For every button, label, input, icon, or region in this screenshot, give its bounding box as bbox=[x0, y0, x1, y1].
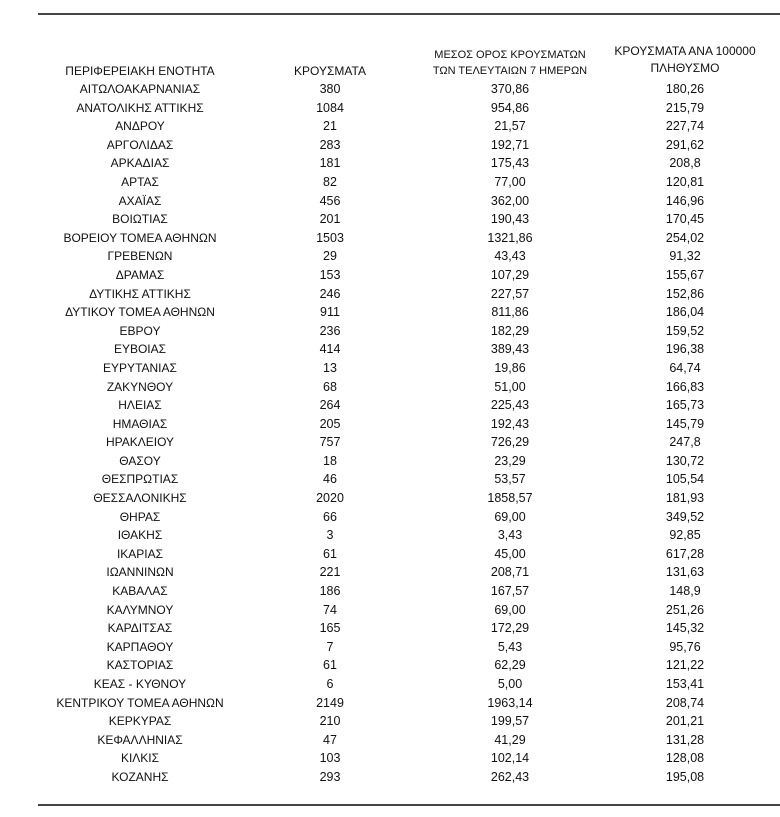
table-row bbox=[0, 80, 780, 99]
per-100k-cell: 131,28 bbox=[665, 732, 705, 747]
table-row bbox=[0, 638, 780, 657]
per-100k-cell: 186,04 bbox=[665, 305, 705, 320]
header-cases-per-100k bbox=[590, 43, 780, 77]
per-100k-cell: 105,54 bbox=[665, 472, 705, 487]
cases-cell: 18 bbox=[323, 453, 337, 468]
region-cell: ΘΗΡΑΣ bbox=[119, 509, 161, 524]
avg-cell: 5,00 bbox=[497, 677, 523, 691]
avg-cell: 262,43 bbox=[490, 769, 530, 784]
table-row bbox=[0, 117, 780, 136]
cases-cell: 2149 bbox=[316, 695, 344, 710]
cases-cell: 911 bbox=[320, 305, 340, 320]
per-100k-cell: 180,26 bbox=[665, 82, 705, 96]
cases-cell: 186 bbox=[319, 584, 341, 599]
avg-cell: 19,86 bbox=[494, 360, 526, 375]
table-row bbox=[0, 192, 780, 211]
avg-cell: 172,29 bbox=[490, 621, 530, 636]
per-100k-cell: 145,79 bbox=[665, 416, 705, 431]
cases-cell: 165 bbox=[319, 621, 341, 636]
cases-cell: 181 bbox=[319, 156, 341, 171]
cases-cell: 61 bbox=[323, 658, 337, 673]
region-cell: ΑΧΑΪΑΣ bbox=[118, 193, 162, 208]
cases-cell: 264 bbox=[319, 398, 341, 413]
table-row bbox=[0, 396, 780, 415]
region-cell: ΕΒΡΟΥ bbox=[119, 323, 161, 338]
avg-cell: 43,43 bbox=[494, 249, 526, 264]
cases-cell: 456 bbox=[319, 193, 341, 208]
per-100k-cell: 159,52 bbox=[665, 323, 705, 338]
avg-cell: 370,86 bbox=[490, 82, 530, 96]
cases-cell: 103 bbox=[319, 751, 341, 766]
cases-cell: 6 bbox=[326, 677, 334, 691]
cases-cell: 201 bbox=[319, 212, 341, 227]
avg-cell: 62,29 bbox=[494, 658, 526, 673]
region-cell: ΚΑΛΥΜΝΟΥ bbox=[106, 602, 174, 617]
cases-cell: 246 bbox=[319, 286, 341, 301]
table-row bbox=[0, 601, 780, 620]
per-100k-cell: 145,32 bbox=[665, 621, 705, 636]
table-row bbox=[0, 694, 780, 713]
region-cell: ΓΡΕΒΕΝΩΝ bbox=[107, 249, 173, 264]
per-100k-cell: 95,76 bbox=[669, 639, 701, 654]
region-cell: ΚΕΑΣ - ΚΥΘΝΟΥ bbox=[93, 677, 187, 691]
cases-cell: 205 bbox=[319, 416, 341, 431]
per-100k-cell: 247,8 bbox=[669, 435, 701, 450]
avg-cell: 1321,86 bbox=[487, 230, 533, 245]
table-row bbox=[0, 229, 780, 248]
per-100k-cell: 349,52 bbox=[665, 509, 705, 524]
table-row bbox=[0, 415, 780, 434]
cases-cell: 7 bbox=[326, 639, 334, 654]
per-100k-cell: 291,62 bbox=[665, 137, 705, 152]
region-cell: ΚΕΦΑΛΛΗΝΙΑΣ bbox=[97, 732, 183, 747]
region-cell: ΔΥΤΙΚΟΥ ΤΟΜΕΑ ΑΘΗΝΩΝ bbox=[65, 305, 215, 320]
per-100k-cell: 227,74 bbox=[665, 119, 705, 134]
avg-cell: 362,00 bbox=[490, 193, 530, 208]
table-row bbox=[0, 675, 780, 694]
region-cell: ΙΚΑΡΙΑΣ bbox=[116, 546, 164, 561]
region-cell: ΕΥΒΟΙΑΣ bbox=[113, 342, 167, 357]
table-row bbox=[0, 489, 780, 508]
cases-cell: 1503 bbox=[316, 230, 344, 245]
per-100k-cell: 165,73 bbox=[665, 398, 705, 413]
per-100k-cell: 130,72 bbox=[665, 453, 705, 468]
cases-cell: 283 bbox=[319, 137, 341, 152]
table-row bbox=[0, 378, 780, 397]
table-row bbox=[0, 526, 780, 545]
table-row bbox=[0, 210, 780, 229]
cases-cell: 2020 bbox=[316, 491, 344, 506]
region-cell: ΑΝΑΤΟΛΙΚΗΣ ΑΤΤΙΚΗΣ bbox=[76, 100, 204, 115]
per-100k-cell: 195,08 bbox=[665, 769, 705, 784]
cases-cell: 236 bbox=[319, 323, 341, 338]
table-row bbox=[0, 452, 780, 471]
avg-cell: 192,71 bbox=[490, 137, 530, 152]
cases-cell: 61 bbox=[323, 546, 337, 561]
per-100k-cell: 201,21 bbox=[665, 714, 705, 729]
avg-cell: 954,86 bbox=[490, 100, 530, 115]
region-cell: ΑΙΤΩΛΟΑΚΑΡΝΑΝΙΑΣ bbox=[79, 82, 201, 96]
per-100k-cell: 91,32 bbox=[669, 249, 701, 264]
region-cell: ΘΕΣΣΑΛΟΝΙΚΗΣ bbox=[93, 491, 187, 506]
table-row bbox=[0, 99, 780, 118]
avg-cell: 192,43 bbox=[490, 416, 530, 431]
per-100k-cell: 254,02 bbox=[665, 230, 705, 245]
avg-cell: 23,29 bbox=[494, 453, 526, 468]
avg-cell: 190,43 bbox=[490, 212, 530, 227]
region-cell: ΗΡΑΚΛΕΙΟΥ bbox=[105, 435, 175, 450]
per-100k-cell: 148,9 bbox=[669, 584, 701, 599]
table-row bbox=[0, 470, 780, 489]
per-100k-cell: 170,45 bbox=[665, 212, 705, 227]
table-row bbox=[0, 285, 780, 304]
header-cases-per-100k-line1: ΚΡΟΥΣΜΑΤΑ ΑΝΑ 100000 bbox=[614, 44, 756, 58]
region-cell: ΘΕΣΠΡΩΤΙΑΣ bbox=[101, 472, 179, 487]
table-header bbox=[0, 40, 780, 80]
per-100k-cell: 92,85 bbox=[669, 528, 701, 543]
avg-cell: 69,00 bbox=[494, 602, 526, 617]
region-cell: ΔΡΑΜΑΣ bbox=[115, 267, 165, 282]
cases-cell: 221 bbox=[319, 565, 341, 580]
region-cell: ΚΕΡΚΥΡΑΣ bbox=[108, 714, 172, 729]
cases-cell: 21 bbox=[323, 119, 337, 134]
per-100k-cell: 251,26 bbox=[665, 602, 705, 617]
avg-cell: 208,71 bbox=[490, 565, 530, 580]
cases-cell: 47 bbox=[323, 732, 337, 747]
table-row bbox=[0, 136, 780, 155]
header-cases: ΚΡΟΥΣΜΑΤΑ bbox=[294, 64, 366, 78]
cases-cell: 414 bbox=[319, 342, 341, 357]
avg-cell: 102,14 bbox=[490, 751, 530, 766]
region-cell: ΚΙΛΚΙΣ bbox=[120, 751, 160, 766]
region-cell: ΒΟΡΕΙΟΥ ΤΟΜΕΑ ΑΘΗΝΩΝ bbox=[63, 230, 217, 245]
per-100k-cell: 153,41 bbox=[665, 677, 705, 691]
cases-cell: 3 bbox=[326, 528, 334, 543]
region-cell: ΙΘΑΚΗΣ bbox=[117, 528, 163, 543]
table-top-rule bbox=[38, 13, 780, 15]
table-row bbox=[0, 656, 780, 675]
table-row bbox=[0, 173, 780, 192]
per-100k-cell: 64,74 bbox=[669, 360, 701, 375]
avg-cell: 1963,14 bbox=[487, 695, 533, 710]
per-100k-cell: 196,38 bbox=[665, 342, 705, 357]
cases-cell: 82 bbox=[323, 174, 337, 189]
cases-cell: 68 bbox=[323, 379, 337, 394]
region-cell: ΑΡΤΑΣ bbox=[121, 174, 159, 189]
avg-cell: 77,00 bbox=[494, 174, 526, 189]
table-row bbox=[0, 247, 780, 266]
avg-cell: 811,86 bbox=[491, 305, 529, 320]
region-cell: ΑΡΓΟΛΙΔΑΣ bbox=[106, 137, 174, 152]
region-cell: ΙΩΑΝΝΙΝΩΝ bbox=[106, 565, 174, 580]
avg-cell: 41,29 bbox=[494, 732, 526, 747]
table-row bbox=[0, 433, 780, 452]
cases-cell: 1084 bbox=[316, 100, 344, 115]
region-cell: ΚΕΝΤΡΙΚΟΥ ΤΟΜΕΑ ΑΘΗΝΩΝ bbox=[56, 695, 224, 710]
table-row bbox=[0, 508, 780, 527]
table-row bbox=[0, 563, 780, 582]
table-row bbox=[0, 768, 780, 787]
avg-cell: 51,00 bbox=[494, 379, 526, 394]
avg-cell: 199,57 bbox=[490, 714, 530, 729]
cases-cell: 46 bbox=[323, 472, 337, 487]
avg-cell: 726,29 bbox=[490, 435, 530, 450]
region-cell: ΕΥΡΥΤΑΝΙΑΣ bbox=[103, 360, 177, 375]
region-cell: ΚΑΡΠΑΘΟΥ bbox=[106, 639, 174, 654]
avg-cell: 45,00 bbox=[494, 546, 526, 561]
avg-cell: 167,57 bbox=[490, 584, 530, 599]
table-row bbox=[0, 749, 780, 768]
region-cell: ΑΡΚΑΔΙΑΣ bbox=[110, 156, 170, 171]
region-cell: ΘΑΣΟΥ bbox=[119, 453, 161, 468]
cases-cell: 293 bbox=[319, 769, 341, 784]
per-100k-cell: 166,83 bbox=[665, 379, 705, 394]
header-7day-average-line2: ΤΩΝ ΤΕΛΕΥΤΑΙΩΝ 7 ΗΜΕΡΩΝ bbox=[432, 65, 588, 77]
per-100k-cell: 181,93 bbox=[665, 491, 705, 506]
per-100k-cell: 208,8 bbox=[669, 156, 701, 171]
per-100k-cell: 215,79 bbox=[665, 100, 705, 115]
per-100k-cell: 152,86 bbox=[665, 286, 705, 301]
avg-cell: 175,43 bbox=[490, 156, 530, 171]
cases-cell: 210 bbox=[319, 714, 341, 729]
header-cases-per-100k-line2: ΠΛΗΘΥΣΜΟ bbox=[650, 61, 720, 75]
cases-cell: 380 bbox=[319, 82, 341, 96]
per-100k-cell: 617,28 bbox=[665, 546, 705, 561]
region-cell: ΚΑΒΑΛΑΣ bbox=[112, 584, 168, 599]
table-row bbox=[0, 303, 780, 322]
region-cell: ΗΜΑΘΙΑΣ bbox=[112, 416, 168, 431]
per-100k-cell: 121,22 bbox=[665, 658, 705, 673]
avg-cell: 225,43 bbox=[490, 398, 530, 413]
table-bottom-rule bbox=[38, 804, 780, 806]
cases-cell: 757 bbox=[319, 435, 341, 450]
table-row bbox=[0, 322, 780, 341]
avg-cell: 69,00 bbox=[494, 509, 526, 524]
table-row bbox=[0, 266, 780, 285]
table-row bbox=[0, 545, 780, 564]
table-row bbox=[0, 154, 780, 173]
cases-cell: 66 bbox=[323, 509, 337, 524]
avg-cell: 227,57 bbox=[490, 286, 530, 301]
region-cell: ΗΛΕΙΑΣ bbox=[118, 398, 162, 413]
avg-cell: 1858,57 bbox=[487, 491, 533, 506]
avg-cell: 107,29 bbox=[490, 267, 530, 282]
region-cell: ΚΟΖΑΝΗΣ bbox=[111, 769, 169, 784]
avg-cell: 21,57 bbox=[494, 119, 526, 134]
avg-cell: 182,29 bbox=[490, 323, 530, 338]
region-cell: ΖΑΚΥΝΘΟΥ bbox=[106, 379, 174, 394]
region-cell: ΑΝΔΡΟΥ bbox=[115, 119, 165, 134]
cases-cell: 13 bbox=[323, 360, 337, 375]
region-cell: ΚΑΡΔΙΤΣΑΣ bbox=[107, 621, 173, 636]
avg-cell: 53,57 bbox=[494, 472, 526, 487]
per-100k-cell: 131,63 bbox=[665, 565, 705, 580]
table-row bbox=[0, 359, 780, 378]
avg-cell: 389,43 bbox=[490, 342, 530, 357]
table-row bbox=[0, 712, 780, 731]
header-7day-average bbox=[410, 47, 610, 79]
header-7day-average-line1: ΜΕΣΟΣ ΟΡΟΣ ΚΡΟΥΣΜΑΤΩΝ bbox=[434, 49, 586, 61]
table-row bbox=[0, 619, 780, 638]
cases-cell: 74 bbox=[323, 602, 337, 617]
region-cell: ΚΑΣΤΟΡΙΑΣ bbox=[106, 658, 174, 673]
region-cell: ΒΟΙΩΤΙΑΣ bbox=[112, 212, 168, 227]
table-row bbox=[0, 731, 780, 750]
table-row bbox=[0, 582, 780, 601]
cases-cell: 29 bbox=[323, 249, 337, 264]
per-100k-cell: 146,96 bbox=[665, 193, 705, 208]
per-100k-cell: 128,08 bbox=[665, 751, 705, 766]
region-cell: ΔΥΤΙΚΗΣ ΑΤΤΙΚΗΣ bbox=[89, 286, 191, 301]
header-region: ΠΕΡΙΦΕΡΕΙΑΚΗ ΕΝΟΤΗΤΑ bbox=[65, 64, 215, 78]
table-row bbox=[0, 340, 780, 359]
per-100k-cell: 120,81 bbox=[665, 174, 705, 189]
table-body bbox=[0, 80, 780, 787]
per-100k-cell: 208,74 bbox=[665, 695, 705, 710]
per-100k-cell: 155,67 bbox=[665, 267, 705, 282]
avg-cell: 3,43 bbox=[497, 528, 523, 543]
avg-cell: 5,43 bbox=[497, 639, 523, 654]
cases-cell: 153 bbox=[319, 267, 341, 282]
